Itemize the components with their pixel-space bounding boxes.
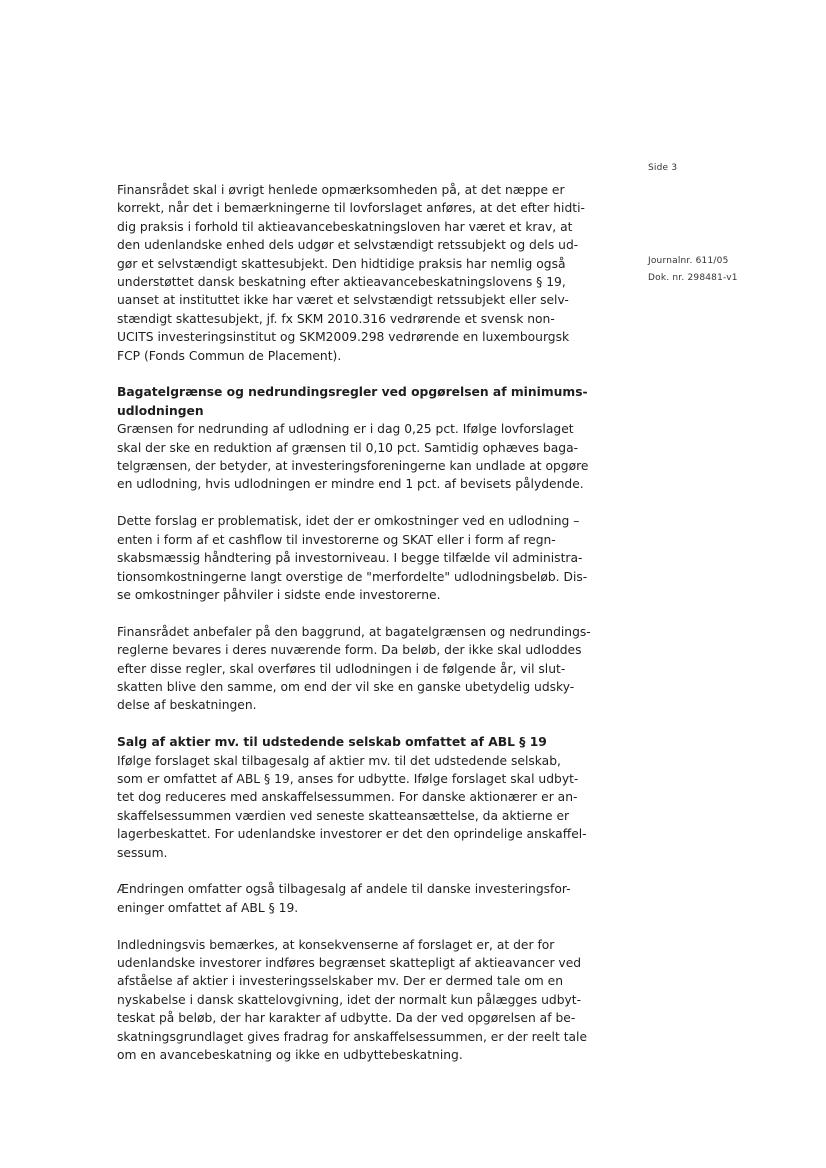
text-line: dig praksis i forhold til aktieavancebeskatningsloven har været et krav, at <box>117 219 573 234</box>
text-line: skal der ske en reduktion af grænsen til 0,10 pct. Samtidig ophæves baga- <box>117 440 579 455</box>
text-line: korrekt, når det i bemærkningerne til lovforslaget anføres, at det efter hidti- <box>117 201 585 216</box>
text-line: gør et selvstændigt skattesubjekt. Den hidtidige praksis har nemlig også <box>117 256 566 271</box>
text-line: skatningsgrundlaget gives fradrag for anskaffelsessummen, er der reelt tale <box>117 1029 588 1044</box>
text-line: stændigt skattesubjekt, jf. fx SKM 2010.316 vedrørende et svensk non- <box>117 311 555 326</box>
text-line: om en avancebeskatning og ikke en udbyttebeskatning. <box>117 1048 463 1062</box>
text-line: nyskabelse i dansk skattelovgivning, idet der normalt kun pålægges udbyt- <box>117 992 582 1007</box>
text-line: Ifølge forslaget skal tilbagesalg af aktier mv. til det udstedende selskab, <box>117 753 561 768</box>
text-line: tet dog reduceres med anskaffelsessummen. For danske aktionærer er an- <box>117 790 578 805</box>
text-line: FCP (Fonds Commun de Placement). <box>117 348 342 363</box>
paragraph <box>117 383 617 493</box>
text-line: uanset at instituttet ikke har været et selvstændigt retssubjekt eller selv- <box>117 293 569 308</box>
text-line: Finansrådet skal i øvrigt henlede opmærksomheden på, at det næppe er <box>117 183 565 197</box>
text-line: skabsmæssig håndtering på investorniveau. I begge tilfælde vil administra- <box>117 551 583 566</box>
text-line: en udlodning, hvis udlodningen er mindre end 1 pct. af bevisets pålydende. <box>117 477 584 492</box>
text-line: reglerne bevares i deres nuværende form. Da beløb, der ikke skal udloddes <box>117 643 582 658</box>
paragraph <box>117 181 617 365</box>
text-line: lagerbeskattet. For udenlandske investorer er det den oprindelige anskaffel- <box>117 827 587 842</box>
section-heading-line: Salg af aktier mv. til udstedende selskab omfattet af ABL § 19 <box>117 735 547 750</box>
document-number: Dok. nr. 298481-v1 <box>648 273 738 283</box>
text-line: som er omfattet af ABL § 19, anses for udbytte. Ifølge forslaget skal udbyt- <box>117 771 579 786</box>
paragraph <box>117 936 617 1065</box>
text-line: skaffelsessummen værdien ved seneste skatteansættelse, da aktierne er <box>117 808 570 823</box>
text-line: UCITS investeringsinstitut og SKM2009.298 vedrørende en luxembourgsk <box>117 330 570 345</box>
text-line: delse af beskatningen. <box>117 698 257 713</box>
text-line: eninger omfattet af ABL § 19. <box>117 900 299 915</box>
section-heading-line: udlodningen <box>117 403 204 418</box>
paragraph <box>117 623 617 715</box>
text-line: telgrænsen, der betyder, at investeringsforeningerne kan undlade at opgøre <box>117 459 589 474</box>
text-line: Dette forslag er problematisk, idet der er omkostninger ved en udlodning – <box>117 514 580 529</box>
text-line: Finansrådet anbefaler på den baggrund, at bagatelgrænsen og nedrundings- <box>117 624 591 639</box>
text-line: sessum. <box>117 845 168 860</box>
text-line: understøttet dansk beskatning efter aktieavancebeskatningslovens § 19, <box>117 275 566 290</box>
text-line: enten i form af et cashflow til investorerne og SKAT eller i form af regn- <box>117 532 556 547</box>
document-body <box>117 181 617 1083</box>
text-line: se omkostninger påhviler i sidste ende investorerne. <box>117 587 441 602</box>
text-line: den udenlandske enhed dels udgør et selvstændigt retssubjekt og dels ud- <box>117 238 579 253</box>
page-number: Side 3 <box>648 163 678 173</box>
text-line: teskat på beløb, der har karakter af udbytte. Da der ved opgørelsen af be- <box>117 1011 576 1026</box>
paragraph <box>117 880 617 917</box>
paragraph <box>117 733 617 862</box>
text-line: skatten blive den samme, om end der vil ske en ganske ubetydelig udsky- <box>117 679 575 694</box>
text-line: tionsomkostningerne langt overstige de "merfordelte" udlodningsbeløb. Dis- <box>117 569 588 584</box>
text-line: udenlandske investorer indføres begrænset skattepligt af aktieavancer ved <box>117 955 582 970</box>
section-heading-line: Bagatelgrænse og nedrundingsregler ved opgørelsen af minimums- <box>117 385 588 400</box>
journal-number: Journalnr. 611/05 <box>648 256 729 266</box>
paragraph <box>117 512 617 604</box>
text-line: Grænsen for nedrunding af udlodning er i dag 0,25 pct. Ifølge lovforslaget <box>117 422 574 437</box>
text-line: Indledningsvis bemærkes, at konsekvenserne af forslaget er, at der for <box>117 937 555 952</box>
text-line: afståelse af aktier i investeringsselskaber mv. Der er dermed tale om en <box>117 974 564 989</box>
text-line: efter disse regler, skal overføres til udlodningen i de følgende år, vil slut- <box>117 661 566 676</box>
text-line: Ændringen omfatter også tilbagesalg af andele til danske investeringsfor- <box>117 882 571 897</box>
